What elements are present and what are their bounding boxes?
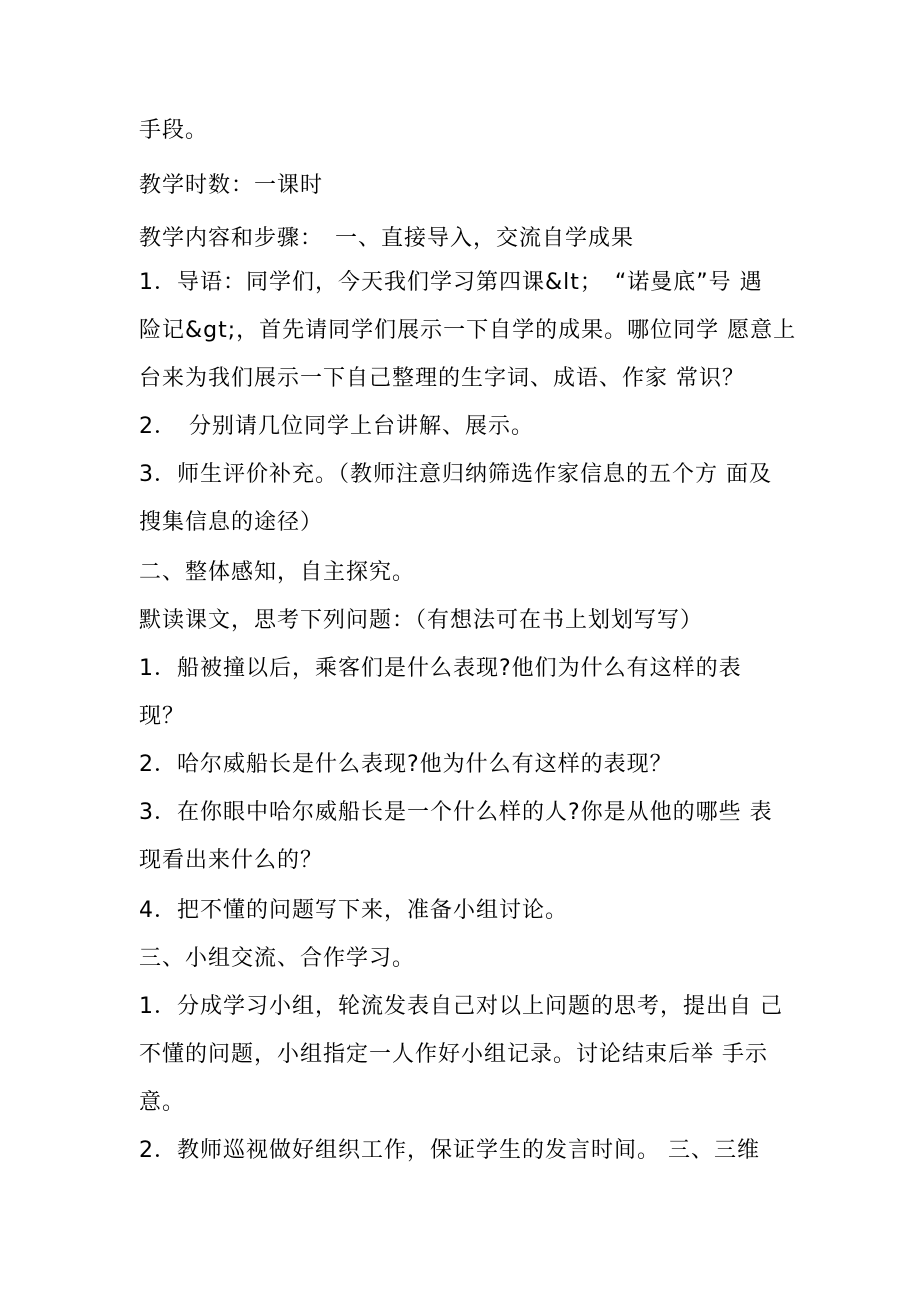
text-line: 2．教师巡视做好组织工作，保证学生的发言时间。 三、三维 — [139, 1138, 760, 1163]
text-line: 现？ — [139, 704, 186, 729]
text-line: 不懂的问题，小组指定一人作好小组记录。讨论结束后举 手示 — [139, 1042, 768, 1067]
text-line: 意。 — [139, 1090, 186, 1115]
text-line: 1．船被撞以后，乘客们是什么表现?他们为什么有这样的表 — [139, 656, 742, 681]
text-line: 二、整体感知，自主探究。 — [139, 560, 416, 585]
text-line: 教学时数：一课时 — [139, 173, 324, 198]
text-line: 1．分成学习小组，轮流发表自己对以上问题的思考，提出自 己 — [139, 994, 783, 1019]
text-line: 默读课文，思考下列问题：（有想法可在书上划划写写） — [139, 608, 704, 633]
text-line: 3．在你眼中哈尔威船长是一个什么样的人?你是从他的哪些 表 — [139, 800, 773, 825]
text-line: 教学内容和步骤： 一、直接导入，交流自学成果 — [139, 226, 635, 251]
text-line: 现看出来什么的？ — [139, 848, 324, 873]
text-line: 3．师生评价补充。（教师注意归纳筛选作家信息的五个方 面及 — [139, 462, 772, 487]
text-line: 2．哈尔威船长是什么表现?他为什么有这样的表现？ — [139, 752, 673, 777]
text-line: 搜集信息的途径） — [139, 510, 324, 535]
text-line: 险记&gt;，首先请同学们展示一下自学的成果。哪位同学 愿意上 — [139, 318, 797, 343]
text-line: 手段。 — [139, 118, 209, 143]
text-line: 台来为我们展示一下自己整理的生字词、成语、作家 常识？ — [139, 366, 745, 391]
text-line: 1．导语：同学们，今天我们学习第四课&lt； “诺曼底”号 遇 — [139, 270, 763, 295]
text-line: 4．把不懂的问题写下来，准备小组讨论。 — [139, 898, 568, 923]
text-line: 2． 分别请几位同学上台讲解、展示。 — [139, 414, 534, 439]
text-line: 三、小组交流、合作学习。 — [139, 946, 416, 971]
